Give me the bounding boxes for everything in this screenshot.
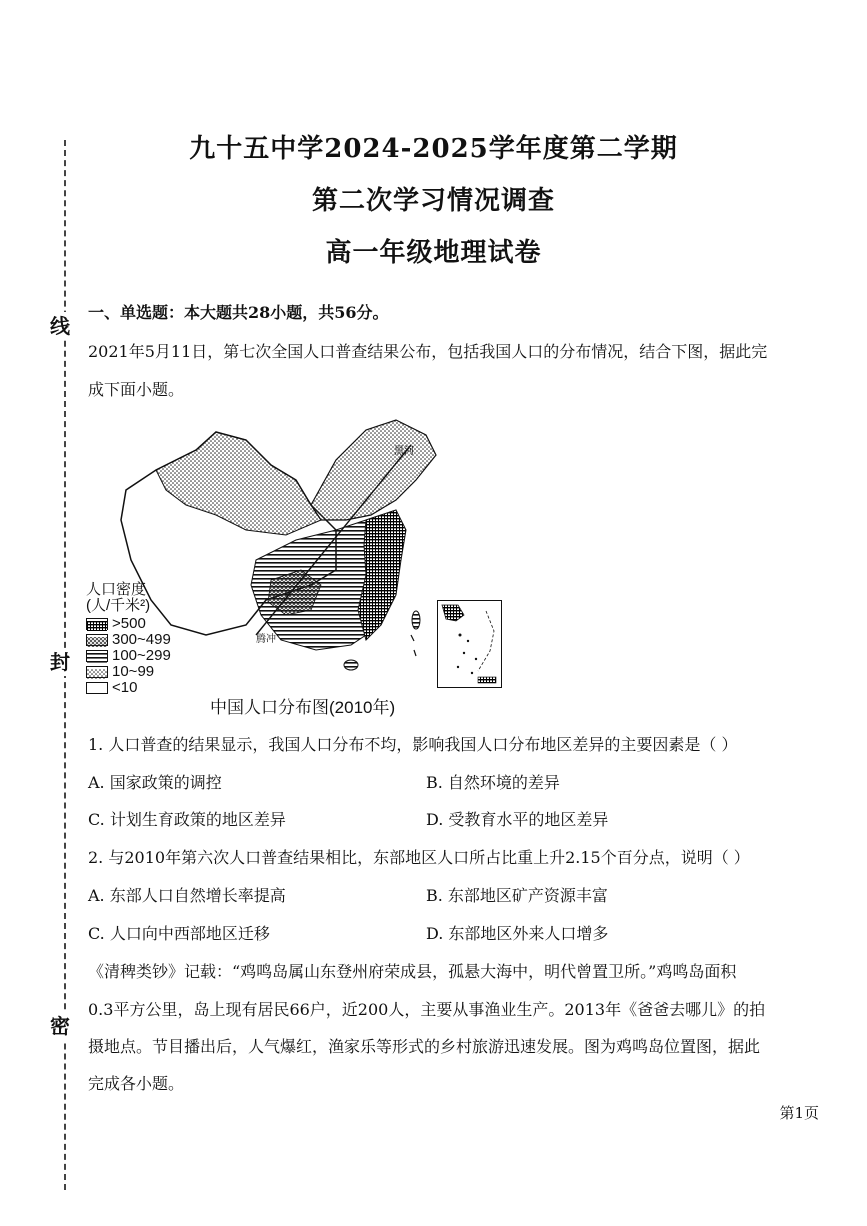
legend-label: <10 (112, 679, 138, 696)
south-china-sea-inset (437, 600, 502, 688)
legend-swatch-dense (86, 618, 108, 630)
question-1-option-b[interactable]: B. 自然环境的差异 (426, 773, 560, 792)
section-heading: 一、单选题：本大题共28小题，共56分。 (88, 303, 389, 322)
passage-line3: 摄地点。节目播出后，人气爆红，渔家乐等形式的乡村旅游迅速发展。图为鸡鸣岛位置图，据此 (88, 1037, 761, 1056)
question-2-stem: 2. 与2010年第六次人口普查结果相比，东部地区人口所占比重上升2.15个百分点，说明（ ） (88, 848, 750, 867)
legend-swatch-cross (86, 634, 108, 646)
page-number: 第1页 (779, 1104, 819, 1122)
intro-line2: 成下面小题。 (88, 380, 185, 399)
legend-title1: 人口密度 (86, 581, 147, 598)
legend-row (86, 616, 171, 632)
intro-line1: 2021年5月11日，第七次全国人口普查结果公布，包括我国人口的分布情况，结合下图，据此完 (88, 342, 768, 361)
passage-line2: 0.3平方公里，岛上现有居民66户，近200人，主要从事渔业生产。2013年《爸爸去哪儿》的拍 (88, 1000, 766, 1019)
legend-label: 300~499 (112, 631, 171, 648)
map-hainan (344, 660, 358, 670)
legend-label: 10~99 (112, 663, 155, 680)
inset-svg (438, 601, 501, 687)
question-1-stem: 1. 人口普查的结果显示，我国人口分布不均，影响我国人口分布地区差异的主要因素是（ ） (88, 735, 738, 754)
map-taiwan (412, 611, 420, 629)
question-1-option-a[interactable]: A. 国家政策的调控 (88, 773, 222, 792)
binding-char-xian: 线 (50, 314, 70, 338)
legend-swatch-dots (86, 666, 108, 678)
legend-label: 100~299 (112, 647, 171, 664)
map-south-sea-dashes (411, 635, 416, 656)
exam-title-line1: 九十五中学2024-2025学年度第二学期 (189, 134, 678, 164)
map-caption: 中国人口分布图(2010年) (210, 698, 396, 717)
binding-char-mi: 密 (50, 1014, 70, 1038)
map-region-northeast (311, 420, 436, 520)
legend-label: >500 (112, 615, 146, 632)
legend-row (86, 680, 171, 696)
question-1-option-d[interactable]: D. 受教育水平的地区差异 (426, 810, 609, 829)
question-2-option-b[interactable]: B. 东部地区矿产资源丰富 (426, 886, 608, 905)
legend-row (86, 648, 171, 664)
passage-line1: 《清稗类钞》记载：“鸡鸣岛属山东登州府荣成县，孤悬大海中，明代曾置卫所。”鸡鸣岛面积 (88, 962, 737, 981)
exam-title-line3: 高一年级地理试卷 (325, 238, 542, 268)
legend-swatch-blank (86, 682, 108, 694)
map-label-heihe: 黑河 (394, 446, 414, 457)
passage-line4: 完成各小题。 (88, 1074, 185, 1093)
map-label-tengchong: 腾冲 (256, 634, 276, 645)
question-1-option-c[interactable]: C. 计划生育政策的地区差异 (88, 810, 286, 829)
question-2-option-c[interactable]: C. 人口向中西部地区迁移 (88, 924, 270, 943)
legend-title2: (人/千米²) (86, 597, 151, 614)
legend-swatch-horizontal (86, 650, 108, 662)
legend-row (86, 632, 171, 648)
legend-row (86, 664, 171, 680)
question-2-option-d[interactable]: D. 东部地区外来人口增多 (426, 924, 609, 943)
question-2-option-a[interactable]: A. 东部人口自然增长率提高 (88, 886, 286, 905)
map-legend (86, 582, 171, 696)
exam-title-line2: 第二次学习情况调查 (311, 186, 555, 216)
binding-char-feng: 封 (50, 650, 70, 674)
